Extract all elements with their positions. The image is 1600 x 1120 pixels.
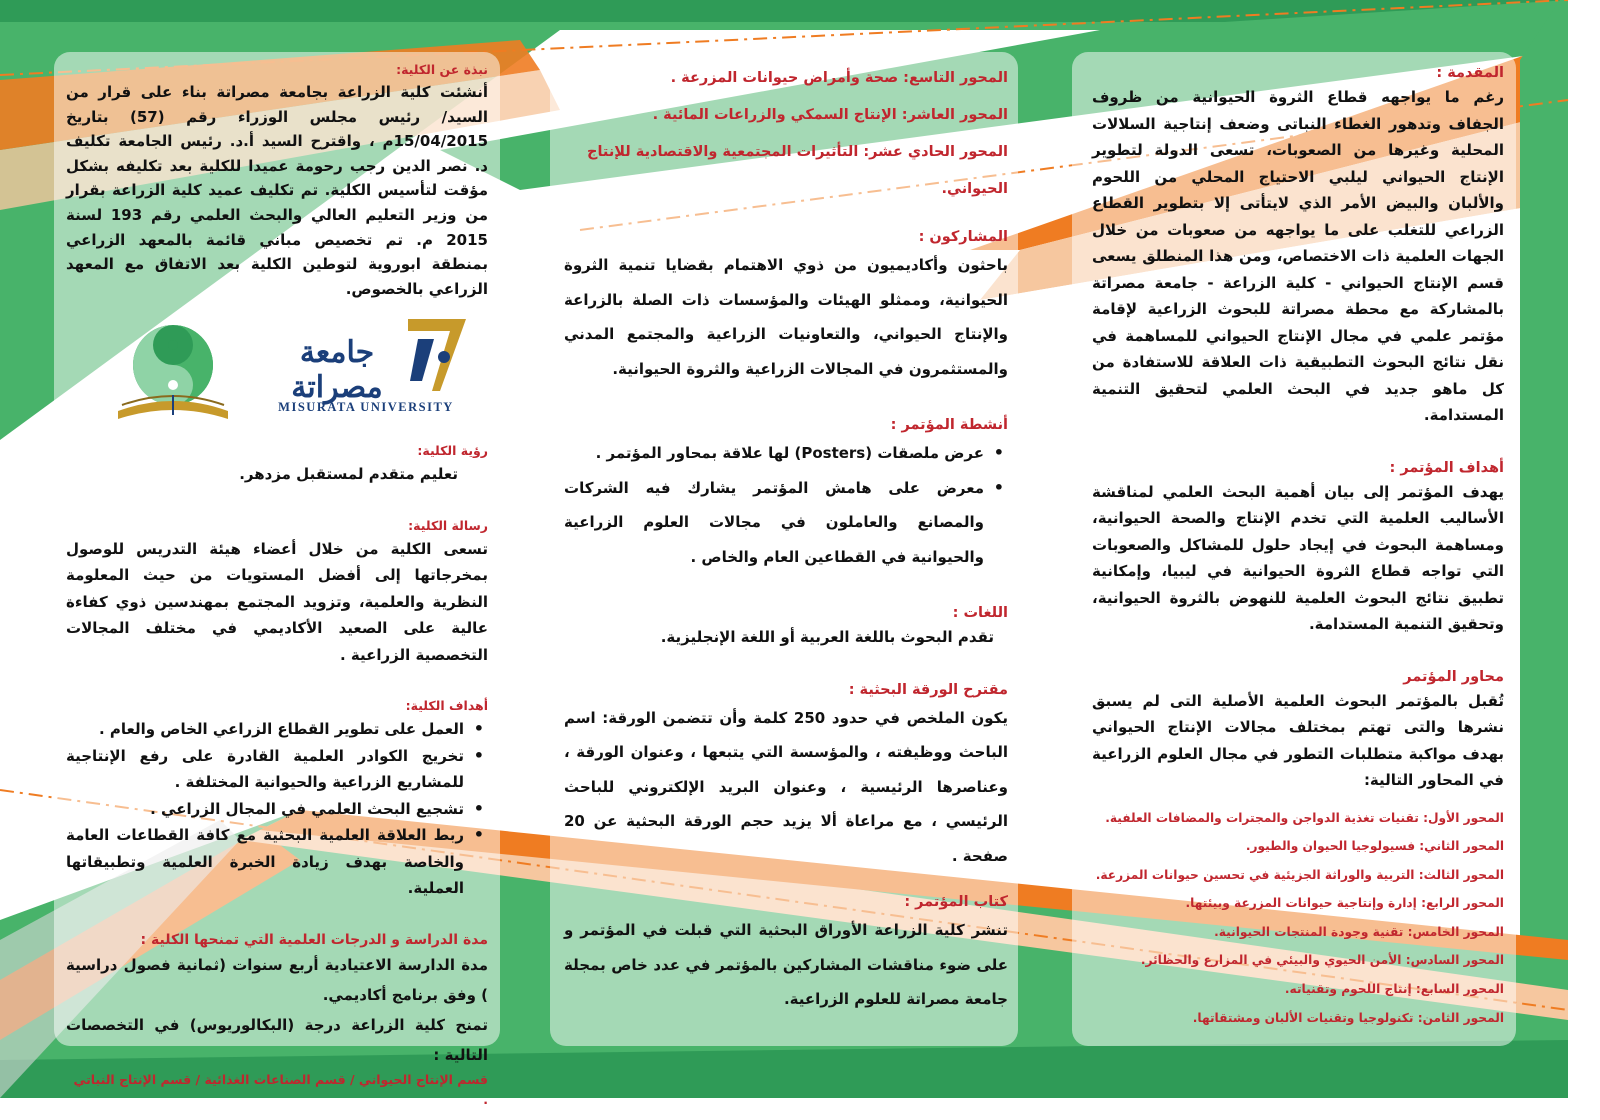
axis-item: المحور الثالث: التربية والوراثة الجزيئية في تحسين حيوانات المزرعة. bbox=[1095, 867, 1504, 882]
college-goal-item: • ربط العلاقة العلمية البحثية مع كافة القطاعات العامة والخاصة بهدف زيادة الخبرة العلمية وتطبيقاتها العملية. bbox=[66, 822, 488, 902]
study-heading: مدة الدراسة و الدرجات العلمية التي تمنحها الكلية : bbox=[140, 931, 488, 948]
university-name-ar: جامعة مصراتة bbox=[291, 335, 383, 406]
vision-text: تعليم متقدم لمستقبل مزدهر. bbox=[239, 465, 458, 484]
agriculture-college-logo bbox=[108, 315, 238, 425]
intro-text: رغم ما يواجهه قطاع الثروة الحيوانية من ظروف الجفاف وتدهور الغطاء النباتى وضعف إنتاجية السلالات المحلية وغيرها من الصعوبات، تسعى الدولة لتطوير الإنتاج الحيواني ليلبي الاحتياج المحلي من اللحوم والألبان والبيض الأمر الذي لايتأتى إلا بتطوير القطاع الزراعي للتغلب على ما يواجهه من صعوبات من خلال الجهات العلمية ذات الاختصاص، ومن هذا المنطلق يسعى قسم الإنتاج الحيواني - كلية الزراعة - جامعة مصراتة بالمشاركة مع محطة مصراتة للبحوث الزراعية لإقامة مؤتمر علمي في مجال الإنتاج الحيواني للمساهمة في نقل نتائج البحوث التطبيقية ذات العلاقة للاستفادة من كل ماهو جديد في البحث العلمي لتحقيق التنمية المستدامة. bbox=[1092, 88, 1504, 424]
mission-heading: رسالة الكلية: bbox=[408, 517, 488, 533]
languages-text: تقدم البحوث باللغة العربية أو اللغة الإنجليزية. bbox=[660, 628, 994, 646]
college-goals-heading: أهداف الكلية: bbox=[405, 698, 488, 714]
study-text-duration: مدة الدارسة الاعتيادية أربع سنوات (ثمانية فصول دراسية ) وفق برنامج أكاديمي. bbox=[66, 955, 488, 1004]
axis-item: المحور التاسع: صحة وأمراض حيوانات المزرعة . bbox=[670, 70, 1008, 86]
about-text: أنشئت كلية الزراعة بجامعة مصراتة بناء على قرار من السيد/ رئيس مجلس الوزراء رقم (57) بتاريخ 15/04/2015م ، واقترح السيد أ.د. رئيس الجامعة تكليف د. نصر الدين رجب رحومة عميدا للكلية بعد تكليفه بشكل مؤقت لتأسيس الكلية. تم تكليف عميد كلية الزراعة بقرار من وزير التعليم العالي والبحث العلمي رقم 193 لسنة 2015 م. تم تخصيص مباني قائمة بالمعهد الزراعي بمنطقة ابوروية لتوطين الكلية بعد الاتفاق مع المعهد الزراعي بالخصوص. bbox=[66, 83, 488, 298]
axis-item: المحور الخامس: تقنية وجودة المنتجات الحيوانية. bbox=[1214, 924, 1504, 939]
about-heading: نبذة عن الكلية: bbox=[396, 62, 488, 77]
vision-heading: رؤية الكلية: bbox=[417, 443, 488, 459]
conference-goals-heading: أهداف المؤتمر : bbox=[1389, 459, 1504, 476]
proposal-text: يكون الملخص في حدود 250 كلمة وأن تتضمن الورقة: اسم الباحث ووظيفته ، والمؤسسة التي يتبعها ، وعنوان الورقة ، وعناصرها الرئيسية ، وعنوان البريد الإلكتروني للباحث الرئيسي ، مع مراعاة ألا يزيد حجم الورقة البحثية عن 20 صفحة . bbox=[564, 708, 1008, 865]
college-goals-list bbox=[66, 716, 488, 902]
middle-panel bbox=[550, 52, 1018, 1046]
axis-item: المحور السابع: إنتاج اللحوم وتقنياته. bbox=[1284, 982, 1504, 997]
axis-item: المحور الأول: تقنيات تغذية الدواجن والمجترات والمضافات العلفية. bbox=[1105, 810, 1504, 825]
logos-row bbox=[66, 311, 488, 427]
axis-item: المحور الثاني: فسيولوجيا الحيوان والطيور. bbox=[1245, 839, 1504, 854]
conference-goals-text: يهدف المؤتمر إلى بيان أهمية البحث العلمي لمناقشة الأساليب العلمية التي تخدم الإنتاج والصحة الحيوانية، ومساهمة البحوث في إيجاد حلول للمشاكل والصعوبات التي تواجه قطاع الثروة الحيوانية في ليبيا، وإمكانية تطبيق نتائج البحوث العلمية للنهوض بالثروة الحيوانية، وتحقيق التنمية المستدامة. bbox=[1092, 482, 1504, 633]
participants-text: باحثون وأكاديميون من ذوي الاهتمام بقضايا تنمية الثروة الحيوانية، وممثلو الهيئات والمؤسسات ذات الصلة بالزراعة والإنتاج الحيواني، والتعاونيات الزراعية والمجتمع المدني والمستثمرون في المجالات الزراعية والثروة الحيوانية. bbox=[564, 256, 1008, 378]
right-panel bbox=[1072, 52, 1516, 1046]
intro-heading: المقدمة : bbox=[1436, 65, 1504, 81]
study-text-degree: تمنح كلية الزراعة درجة (البكالوريوس) في التخصصات التالية : bbox=[66, 1015, 488, 1064]
programs-list: قسم الإنتاج الحيواني / قسم الصناعات الغذائية / قسم الإنتاج النباتي . bbox=[73, 1071, 488, 1107]
languages-heading: اللغات : bbox=[952, 605, 1008, 621]
college-goal-item: • العمل على تطوير القطاع الزراعي الخاص والعام . bbox=[66, 716, 488, 743]
college-goal-item: • تشجيع البحث العلمي في المجال الزراعي . bbox=[66, 796, 488, 823]
misurata-university-logo bbox=[262, 311, 470, 415]
participants-heading: المشاركون : bbox=[918, 229, 1008, 245]
axes-list bbox=[1092, 804, 1504, 1033]
activities-heading: أنشطة المؤتمر : bbox=[890, 417, 1008, 433]
axis-item: المحور الرابع: إدارة وإنتاجية حيوانات المزرعة وبيئتها. bbox=[1185, 896, 1504, 911]
left-panel bbox=[54, 52, 500, 1107]
activity-item: • معرض على هامش المؤتمر يشارك فيه الشركات والمصانع والعاملون في مجالات العلوم الزراعية والحيوانية في القطاعين العام والخاص . bbox=[564, 471, 1008, 575]
axis-item: المحور السادس: الأمن الحيوي والبيئي في المزارع والحظائر. bbox=[1140, 953, 1504, 968]
activities-list bbox=[564, 436, 1008, 574]
activity-item: • عرض ملصقات (Posters) لها علاقة بمحاور المؤتمر . bbox=[564, 436, 1008, 471]
conference-axes-heading: محاور المؤتمر bbox=[1403, 668, 1504, 685]
book-text: تنشر كلية الزراعة الأوراق البحثية التي قبلت في المؤتمر و على ضوء مناقشات المشاركين بالمؤتمر في عدد خاص بمجلة جامعة مصراتة للعلوم الزراعية. bbox=[564, 921, 1008, 1008]
axis-item: المحور الثامن: تكنولوجيا وتقنيات الألبان ومشتقاتها. bbox=[1192, 1010, 1504, 1025]
axis-item: المحور الحادي عشر: التأثيرات المجتمعية والاقتصادية للإنتاج الحيواني. bbox=[587, 144, 1008, 197]
university-mark-icon bbox=[404, 311, 470, 395]
proposal-heading: مقترح الورقة البحثية : bbox=[848, 681, 1008, 698]
mission-text: تسعى الكلية من خلال أعضاء هيئة التدريس للوصول بمخرجاتها إلى أفضل المستويات من حيث المعلومة النظرية والعلمية، وتزويد المجتمع بمهندسين ذوي كفاءة عالية على الصعيد الأكاديمي في مختلف المجالات التخصصية الزراعية . bbox=[66, 539, 488, 664]
university-name-en: MISURATA UNIVERSITY bbox=[278, 400, 454, 415]
book-heading: كتاب المؤتمر : bbox=[904, 894, 1008, 910]
conference-axes-text: تُقبل بالمؤتمر البحوث العلمية الأصلية التى لم يسبق نشرها والتى تهتم بمختلف مجالات الإنتاج الحيواني بهدف مواكبة متطلبات التطور في مجال العلوم الزراعية في المحاور التالية: bbox=[1092, 691, 1504, 789]
axis-item: المحور العاشر: الإنتاج السمكي والزراعات المائية . bbox=[652, 107, 1008, 123]
college-goal-item: • تخريج الكوادر العلمية القادرة على رفع الإنتاجية للمشاريع الزراعية والحيوانية المختلفة . bbox=[66, 743, 488, 796]
